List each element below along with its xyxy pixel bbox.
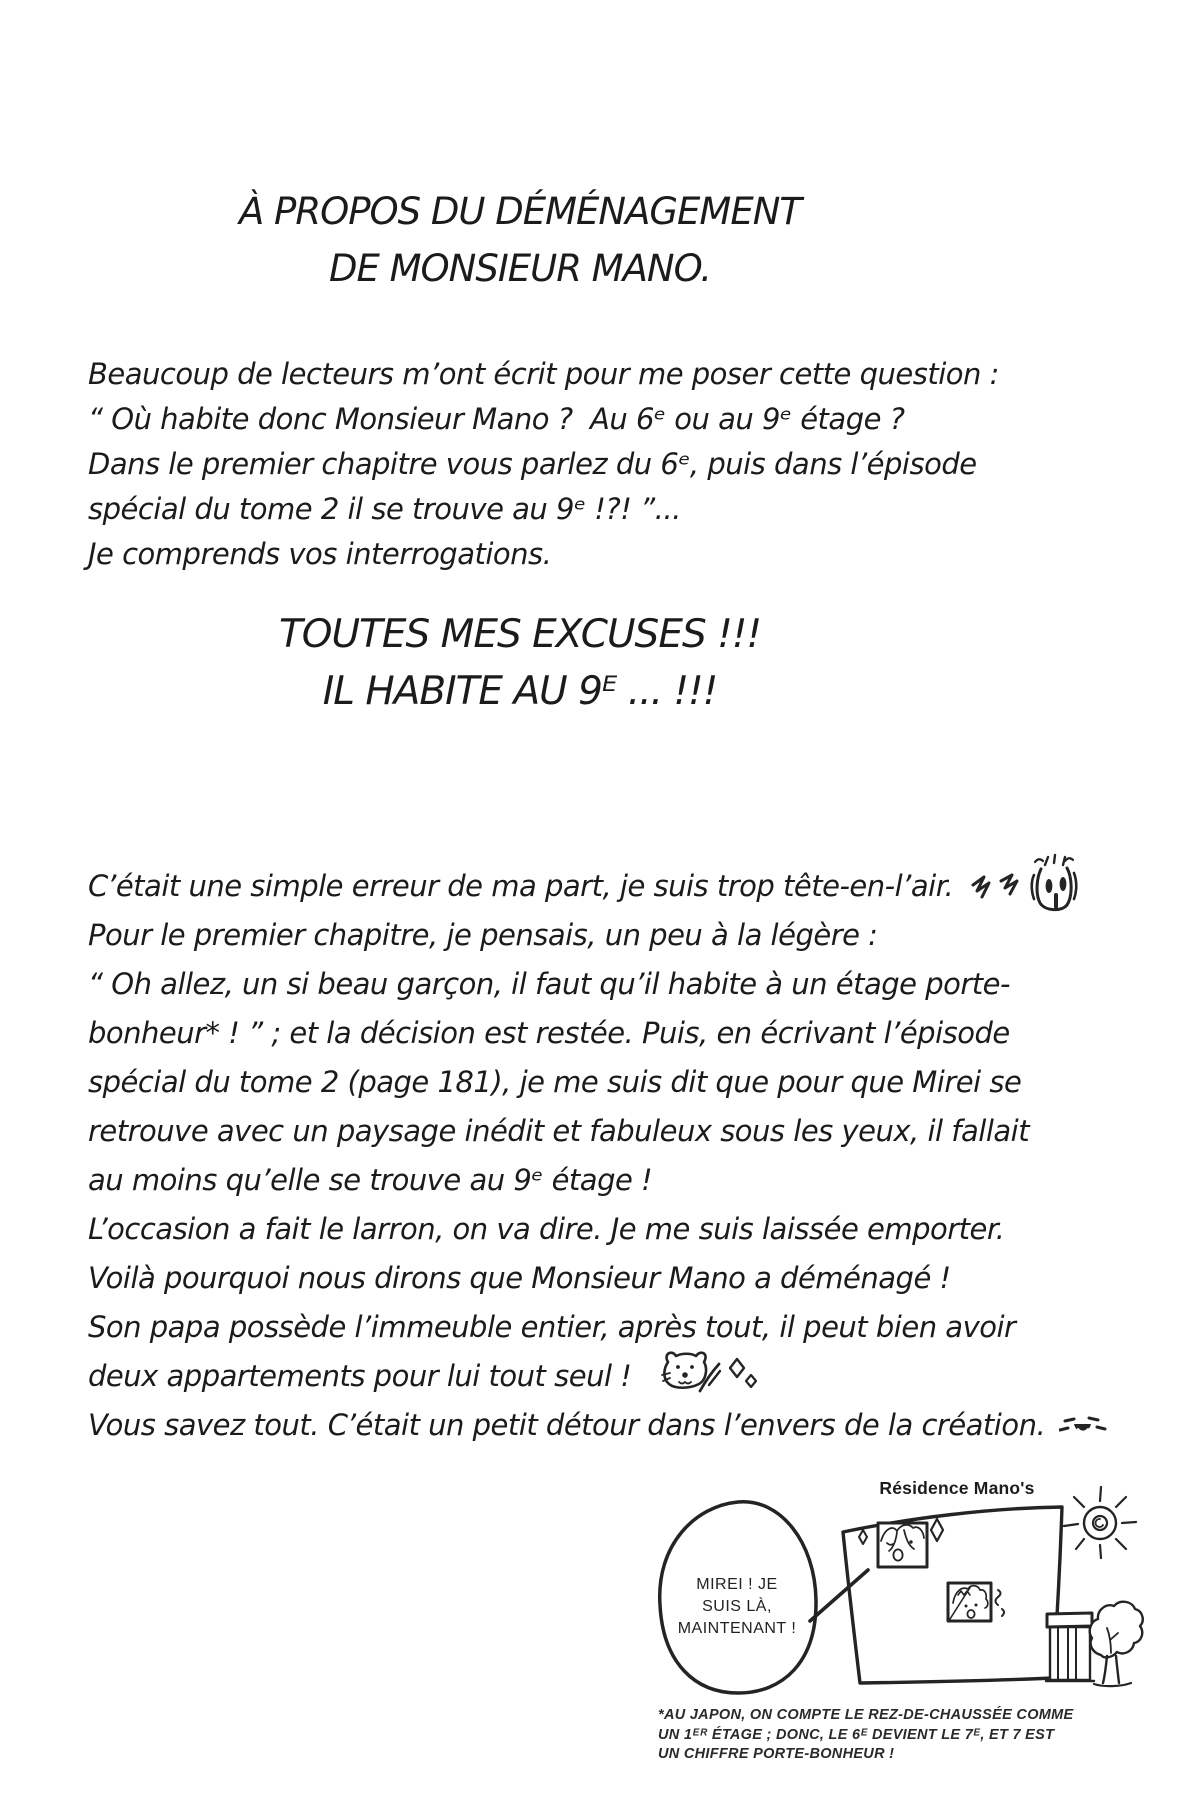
footnote-line: UN CHIFFRE PORTE-BONHEUR ! <box>658 1746 895 1762</box>
intro-line: Dans le premier chapitre vous parlez du 6ᵉ, puis dans l’épisode <box>88 447 977 481</box>
intro-line: Je comprends vos interrogations. <box>88 537 552 571</box>
sun-icon <box>1064 1487 1136 1558</box>
body-line-text: Son papa possède l’immeuble entier, après tout, il peut bien avoir <box>88 1310 1016 1344</box>
cat-peace-sign-doodle-icon <box>645 1347 765 1403</box>
body-line-text: L’occasion a fait le larron, on va dire. Je me suis laissée emporter. <box>88 1212 1005 1246</box>
body-line <box>88 911 1107 960</box>
body-line <box>88 1009 1107 1058</box>
residence-illustration <box>560 1470 1200 1720</box>
body-line <box>88 1352 1107 1401</box>
body-line-text: spécial du tome 2 (page 181), je me suis dit que pour que Mirei se <box>88 1065 1022 1099</box>
body-paragraph <box>88 862 1107 1450</box>
body-line <box>88 1156 1107 1205</box>
entrance-porch <box>1046 1613 1094 1681</box>
tree-icon <box>1090 1602 1143 1686</box>
body-line-text: retrouve avec un paysage inédit et fabuleux sous les yeux, il fallait <box>88 1114 1030 1148</box>
body-line <box>88 1058 1107 1107</box>
intro-line: “ Où habite donc Monsieur Mano ? Au 6ᵉ ou au 9ᵉ étage ? <box>88 402 905 436</box>
body-line <box>88 1254 1107 1303</box>
page-title-line-1: À PROPOS DU DÉMÉNAGEMENT <box>238 190 802 233</box>
body-line-text: bonheur* ! ” ; et la décision est restée. Puis, en écrivant l’épisode <box>88 1016 1010 1050</box>
body-line <box>88 1205 1107 1254</box>
intro-paragraph <box>88 352 999 577</box>
happy-character-window <box>878 1523 927 1567</box>
intro-line: spécial du tome 2 il se trouve au 9ᵉ !?! ”... <box>88 492 681 526</box>
bubble-text-line-2: SUIS LÀ, <box>702 1598 772 1615</box>
speech-bubble <box>660 1502 868 1693</box>
body-line-text: Pour le premier chapitre, je pensais, un peu à la légère : <box>88 918 878 952</box>
footnote <box>658 1706 1074 1765</box>
relieved-smile-doodle-icon <box>1059 1413 1107 1439</box>
bubble-text-line-3: MAINTENANT ! <box>677 1620 797 1637</box>
body-line-text: au moins qu’elle se trouve au 9ᵉ étage ! <box>88 1163 653 1197</box>
footnote-line: *AU JAPON, ON COMPTE LE REZ-DE-CHAUSSÉE COMME <box>658 1707 1074 1723</box>
body-line <box>88 1303 1107 1352</box>
body-line <box>88 960 1107 1009</box>
bubble-text-line-1: MIREI ! JE <box>696 1576 778 1593</box>
apology-heading-line-2: IL HABITE AU 9ᴱ ... !!! <box>322 669 718 714</box>
footnote-line: UN 1ᴱᴿ ÉTAGE ; DONC, LE 6ᴱ DEVIENT LE 7ᴱ, ET 7 EST <box>658 1726 1055 1743</box>
body-line-text: deux appartements pour lui tout seul ! <box>88 1359 632 1393</box>
building-label: Résidence Mano's <box>879 1478 1035 1498</box>
body-line-text: C’était une simple erreur de ma part, je suis trop tête-en-l’air. <box>88 869 954 903</box>
apology-heading <box>0 606 1200 720</box>
apology-heading-line-1: TOUTES MES EXCUSES !!! <box>278 612 762 657</box>
body-line <box>88 1401 1107 1450</box>
shocked-face-doodle-icon <box>967 853 1087 915</box>
body-line-text: Vous savez tout. C’était un petit détour dans l’envers de la création. <box>88 1408 1046 1442</box>
body-line-text: Voilà pourquoi nous dirons que Monsieur Mano a déménagé ! <box>88 1261 951 1295</box>
body-line <box>88 862 1107 911</box>
page-title-line-2: DE MONSIEUR MANO. <box>329 247 711 290</box>
page-title <box>0 183 1200 297</box>
intro-line: Beaucoup de lecteurs m’ont écrit pour me poser cette question : <box>88 357 999 391</box>
body-line-text: “ Oh allez, un si beau garçon, il faut qu’il habite à un étage porte- <box>88 967 1010 1001</box>
body-line <box>88 1107 1107 1156</box>
